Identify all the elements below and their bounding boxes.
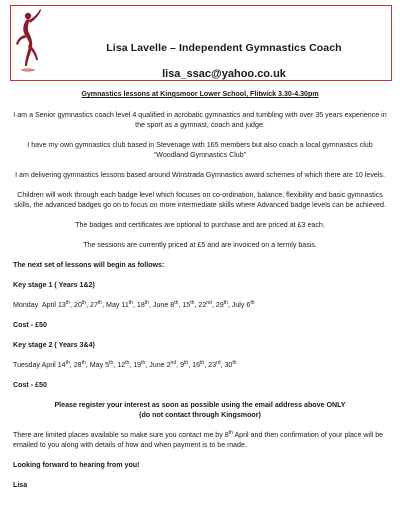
key-stage-2-day: Tuesday (13, 361, 40, 369)
session-price: The sessions are currently priced at £5 and are invoiced on a termly basis. (83, 241, 317, 249)
closing-line: Looking forward to hearing from you! (13, 461, 140, 469)
register-notice: Please register your interest as soon as possible using the email address above ONLY (54, 401, 346, 409)
scheme-paragraph: I am delivering gymnastics lessons based around Winstrada Gymnastics award schemes of which there are 10 levels. (15, 171, 385, 179)
key-stage-1-date: 22nd (198, 300, 212, 309)
key-stage-1-date: 20th (74, 300, 87, 309)
key-stage-2-cost: Cost - £50 (13, 381, 47, 389)
key-stage-2-dates (13, 360, 387, 370)
key-stage-2-date: 23rd (208, 360, 221, 369)
header-box (10, 5, 392, 81)
key-stage-1-date: July 6th (231, 300, 255, 309)
key-stage-1-day: Monday (13, 301, 39, 309)
next-lessons-heading: The next set of lessons will begin as follows: (13, 261, 165, 269)
key-stage-2-date: June 2nd (149, 360, 177, 369)
key-stage-1-date: 27th (90, 300, 103, 309)
key-stage-1-date: May 11th (106, 300, 133, 309)
certificate-price: The badges and certificates are optional to purchase and are priced at £3 each. (75, 221, 325, 229)
contact-email: lisa_ssac@yahoo.co.uk (162, 68, 286, 80)
key-stage-1-date: 15th (182, 300, 195, 309)
register-caveat: (do not contact through Kingsmoor) (139, 411, 261, 419)
key-stage-1-date: 29th (215, 300, 228, 309)
gymnast-silhouette-icon (13, 8, 43, 78)
key-stage-2-date: 28th (73, 360, 86, 369)
key-stage-2-date: 9th (180, 360, 189, 369)
key-stage-2-date: 19th (133, 360, 146, 369)
letter-body (13, 89, 387, 490)
key-stage-2-date: April 14th (41, 360, 70, 369)
key-stage-1-cost: Cost - £50 (13, 321, 47, 329)
badges-paragraph: Children will work through each badge level which focuses on co-ordination, balance, flexibility and basic gymnastics skills, the advanced badges go on to focus on more intermediate skills where Advanced badge levels can be achieved. (14, 191, 386, 209)
lesson-heading: Gymnastics lessons at Kingsmoor Lower School, Flitwick 3.30-4.30pm (81, 90, 319, 98)
intro-paragraph: I am a Senior gymnastics coach level 4 qualified in acrobatic gymnastics and tumbling with over 35 years experience in the sport as a gymnast, coach and judge. (13, 111, 387, 129)
key-stage-1-dates (13, 300, 387, 310)
key-stage-1-date: April 13th (41, 300, 71, 309)
key-stage-1-title: Key stage 1 ( Years 1&2) (13, 281, 95, 289)
key-stage-2-date: 12th (117, 360, 130, 369)
key-stage-1-date-list: April 13th, 20th, 27th, May 11th, 18th, June 8th, 15th, 22nd, 29th, July 6th (41, 300, 255, 309)
coach-title: Lisa Lavelle – Independent Gymnastics Coach (106, 42, 342, 54)
signature: Lisa (13, 481, 28, 489)
key-stage-2-date-list: April 14th, 28th, May 5th, 12th, 19th, June 2nd, 9th, 16th, 23rd, 30th (41, 360, 237, 369)
club-paragraph: I have my own gymnastics club based in Stevenage with 165 members but also coach a local gymnastics club “Woodland Gymnastics Club” (27, 141, 373, 159)
limited-places-paragraph: There are limited places available so make sure you contact me by 8th April and then confirmation of your place will be emailed to you along with details of how and when payment is to be made. (13, 430, 384, 449)
key-stage-2-date: May 5th (89, 360, 114, 369)
key-stage-2-date: 16th (192, 360, 205, 369)
key-stage-2-date: 30th (224, 360, 237, 369)
key-stage-2-title: Key stage 2 ( Years 3&4) (13, 341, 95, 349)
key-stage-1-date: June 8th (152, 300, 179, 309)
key-stage-1-date: 18th (136, 300, 149, 309)
